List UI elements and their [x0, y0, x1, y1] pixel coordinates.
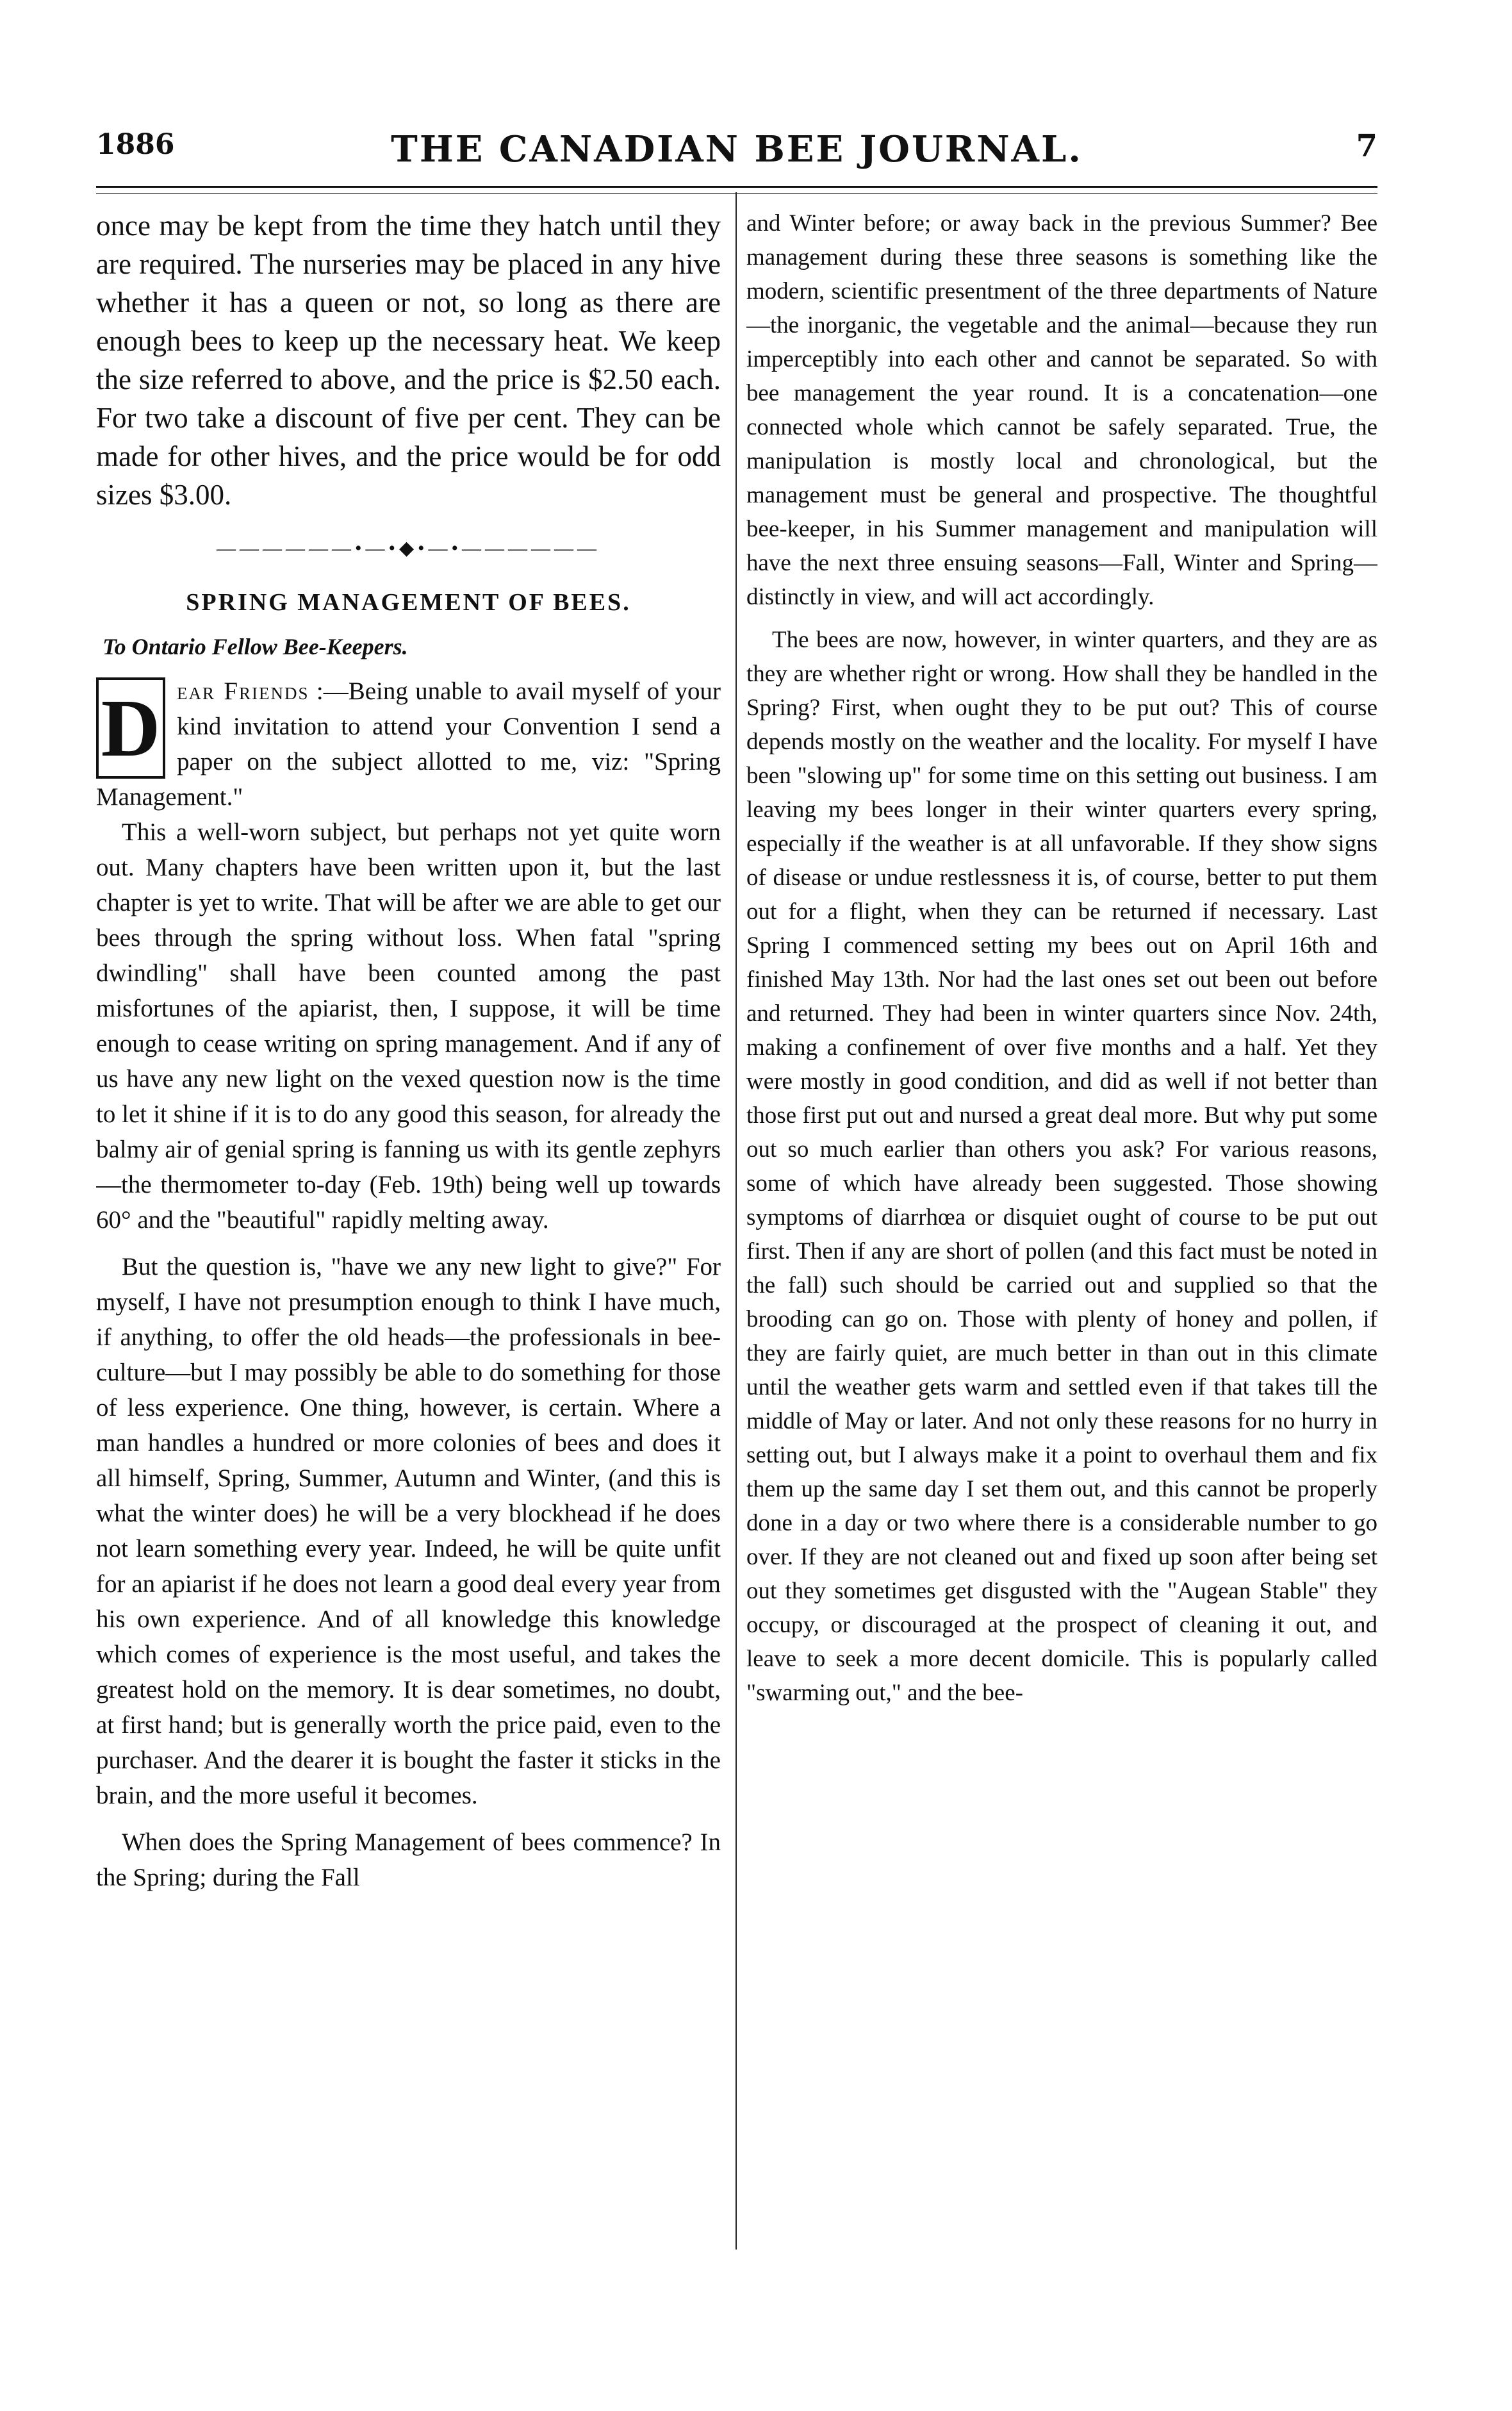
- opening-paragraph: [96, 674, 721, 815]
- page-number: 7: [1356, 128, 1377, 164]
- paragraph: The bees are now, however, in winter quarters, and they are as they are whether right or wrong. How shall they be handled in the Spring? First, when ought they to be put out? This of course depends mostly on the weather and the locality. For myself I have been "slowing up" for some time on this setting out business. I am leaving my bees longer in their winter quarters every spring, especially if the weather is at all unfavorable. If they show signs of disease or undue restlessness it is, of course, better to put them out for a flight, when they can be returned if necessary. Last Spring I commenced setting my bees out on April 16th and finished May 13th. Nor had the last ones set out been out before and returned. They had been in winter quarters since Nov. 24th, making a confinement of over five months and a half. Yet they were mostly in good condition, and did as well if not better than those first put out and nursed a great deal more. But why put some out so much earlier than others you ask? For various reasons, some of which have already been suggested. Those showing symptoms of diarrhœa or disquiet ought of course to be put out first. Then if any are short of pollen (and this fact must be noted in the fall) such should be carried out and supplied so that the brooding can go on. Those with plenty of honey and pollen, if they are fairly quiet, are much better in than out in this climate until the weather gets warm and settled even if that takes till the middle of May or later. And not only these reasons for no hurry in setting out, but I always make it a point to overhaul them and fix them up the same day I set them out, and this cannot be properly done in a day or two where there is a considerable number to go over. If they are not cleaned out and fixed up soon after being set out they sometimes get disgusted with the "Augean Stable" they occupy, or discouraged at the prospect of cleaning it out, and leave to seek a more decent domicile. This is popularly called "swarming out," and the bee-: [746, 627, 1377, 1706]
- paragraph: When does the Spring Management of bees commence? In the Spring; during the Fall: [96, 1828, 721, 1891]
- journal-title: THE CANADIAN BEE JOURNAL.: [391, 128, 1083, 170]
- right-column: [746, 206, 1377, 2257]
- column-divider: [735, 192, 737, 2249]
- page-year: 1886: [96, 128, 175, 161]
- paragraph: and Winter before; or away back in the previous Summer? Bee management during these three seasons is something like the modern, scientific presentment of the three departments of Nature—the inorganic, the vegetable and the animal—because they run imperceptibly into each other and cannot be separated. So with bee management the year round. It is a concatenation—one connected whole which cannot be safely separated. True, the manipulation is mostly local and chronological, but the management must be general and prospective. The thoughtful bee-keeper, in his Summer management and manipulation will have the next three ensuing seasons—Fall, Winter and Spring—distinctly in view, and will act accordingly.: [746, 210, 1377, 610]
- article-heading: SPRING MANAGEMENT OF BEES.: [186, 589, 631, 616]
- salutation: ear Friends: [177, 677, 309, 705]
- opening-text: :—Being unable to avail myself of your kind invitation to attend your Convention I send a paper on the subject allotted to me, viz: "Spring Management.": [96, 677, 721, 811]
- left-column: [96, 206, 721, 2257]
- drop-cap: D: [96, 677, 165, 779]
- continued-paragraph: once may be kept from the time they hatch until they are required. The nurseries may be placed in any hive whether it has a queen or not, so long as there are enough bees to keep up the necessary heat. We keep the size referred to above, and the price is $2.50 each. For two take a discount of five per cent. They can be made for other hives, and the price would be for odd sizes $3.00.: [96, 210, 721, 511]
- article-addressee: To Ontario Fellow Bee-Keepers.: [103, 634, 408, 659]
- section-ornament: ——————•—•◆•—•——————: [216, 538, 601, 559]
- page-header: [96, 128, 1377, 170]
- paragraph: But the question is, "have we any new light to give?" For myself, I have not presumption enough to think I have much, if anything, to offer the old heads—the professionals in bee-culture—but I may possibly be able to do something for those of less experience. One thing, however, is certain. Where a man handles a hundred or more colonies of bees and does it all himself, Spring, Summer, Autumn and Winter, (and this is what the winter does) he will be a very blockhead if he does not learn something every year. Indeed, he will be quite unfit for an apiarist if he does not learn a good deal every year from his own experience. And of all knowledge this knowledge which comes of experience is the most useful, and takes the greatest hold on the memory. It is dear sometimes, no doubt, at first hand; but is generally worth the price paid, even to the purchaser. And the dearer it is bought the faster it sticks in the brain, and the more useful it becomes.: [96, 1253, 721, 1809]
- header-rule: [96, 186, 1377, 194]
- paragraph: This a well-worn subject, but perhaps not yet quite worn out. Many chapters have been written upon it, but the last chapter is yet to write. That will be after we are able to get our bees through the spring without loss. When fatal "spring dwindling" shall have been counted among the past misfortunes of the apiarist, then, I suppose, it will be time enough to cease writing on spring management. And if any of us have any new light on the vexed question now is the time to let it shine if it is to do any good this season, for already the balmy air of genial spring is fanning us with its gentle zephyrs—the thermometer to-day (Feb. 19th) being well up towards 60° and the "beautiful" rapidly melting away.: [96, 818, 721, 1234]
